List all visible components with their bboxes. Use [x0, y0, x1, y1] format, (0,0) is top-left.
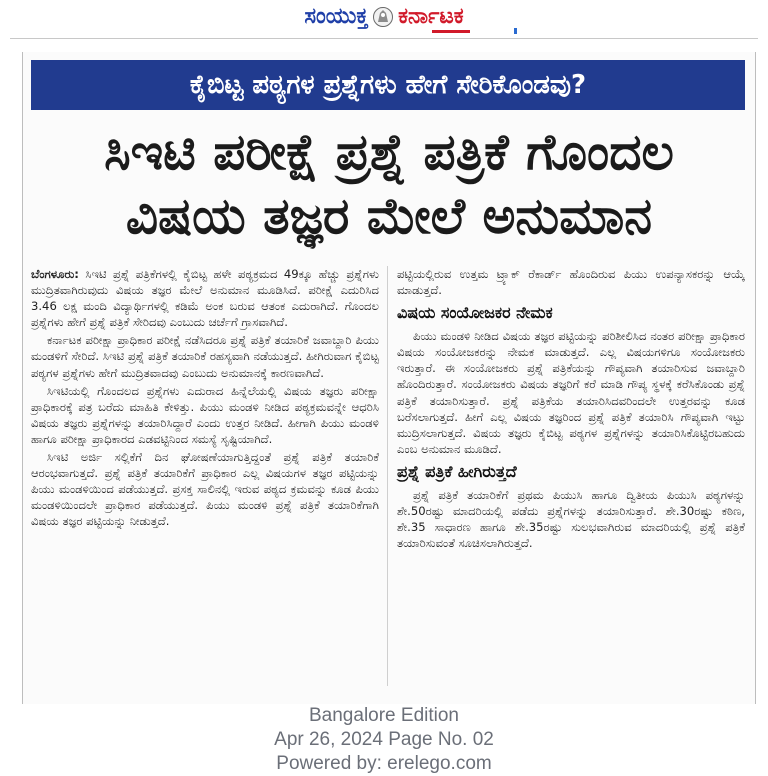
- body-paragraph: ಸಿಇಟಿಯಲ್ಲಿ ಗೊಂದಲದ ಪ್ರಶ್ನೆಗಳು ಎದುರಾದ ಹಿನ್ನೆಲೆಯಲ್ಲಿ ವಿಷಯ ತಜ್ಞರು ಪರೀಕ್ಷಾ ಪ್ರಾಧಿಕಾರಕ್ಕೆ ಪತ್ರ ಬರೆದು ಮಾಹಿತಿ ಕೇಳಿತ್ತು. ಪಿಯು ಮಂಡಳಿ ನೀಡಿದ ಪಠ್ಯಕ್ರಮವನ್ನೇ ಆಧರಿಸಿ ವಿಷಯ ತಜ್ಞರು ಪ್ರಶ್ನೆಗಳನ್ನು ತಯಾರಿಸಿದ್ದಾರೆ ಎಂದು ಉತ್ತರ ನೀಡಿದೆ. ಹೀಗಾಗಿ ಪಿಯು ಮಂಡಳಿ ಹಾಗೂ ಪರೀಕ್ಷಾ ಪ್ರಾಧಿಕಾರದ ಎಡವಟ್ಟಿನಿಂದ ಸಮಸ್ಯೆ ಸೃಷ್ಟಿಯಾಗಿದೆ.: [31, 383, 379, 446]
- body-paragraph: ಪಿಯು ಮಂಡಳಿ ನೀಡಿದ ವಿಷಯ ತಜ್ಞರ ಪಟ್ಟಿಯನ್ನು ಪರಿಶೀಲಿಸಿದ ನಂತರ ಪರೀಕ್ಷಾ ಪ್ರಾಧಿಕಾರ ವಿಷಯ ಸಂಯೋಜಕರನ್ನು ನೇಮಕ ಮಾಡುತ್ತದೆ. ಎಲ್ಲ ವಿಷಯಗಳಿಗೂ ಸಂಯೋಜಕರು ಇರುತ್ತಾರೆ. ಈ ಸಂಯೋಜಕರು ಪ್ರಶ್ನೆ ಪತ್ರಿಕೆಯನ್ನು ಗೌಪ್ಯವಾಗಿ ತಯಾರಿಸುವ ಜವಾಬ್ದಾರಿ ಹೊಂದಿರುತ್ತಾರೆ. ಸಂಯೋಜಕರು ವಿಷಯ ತಜ್ಞರಿಗೆ ಕರೆ ಮಾಡಿ ಗೌಪ್ಯ ಸ್ಥಳಕ್ಕೆ ಕರೆಸಿಕೊಂಡು ಪ್ರಶ್ನೆ ಪತ್ರಿಕೆ ತಯಾರಿಸುತ್ತಾರೆ. ಪ್ರಶ್ನೆ ಪತ್ರಿಕೆಯ ತಯಾರಿಸಿದವರಿಂದಲೇ ಉತ್ತರವನ್ನು ಕೂಡ ಬರೆಸಲಾಗುತ್ತದೆ. ಹೀಗೆ ಎಲ್ಲ ವಿಷಯ ತಜ್ಞರಿಂದ ಪ್ರಶ್ನೆ ಪತ್ರಿಕೆ ತಯಾರಿಸಿ ಗೌಪ್ಯವಾಗಿ ಇಟ್ಟು ಮುದ್ರಿಸಲಾಗುತ್ತದೆ. ವಿಷಯ ತಜ್ಞರು ಕೈಬಿಟ್ಟ ಪಠ್ಯಗಳ ಪ್ರಶ್ನೆಗಳನ್ನು ತಯಾರಿಸಿಕೊಟ್ಟಿರಬಹುದು ಎಂಬ ಅನುಮಾನ ಮೂಡಿದೆ.: [397, 329, 745, 456]
- edition-name: Bangalore Edition: [309, 705, 459, 726]
- headline-line-1: ಸಿಇಟಿ ಪರೀಕ್ಷೆ ಪ್ರಶ್ನೆ ಪತ್ರಿಕೆ ಗೊಂದಲ: [104, 123, 674, 181]
- subheading-question-paper: ಪ್ರಶ್ನೆ ಪತ್ರಿಕೆ ಹೀಗಿರುತ್ತದೆ: [397, 461, 517, 481]
- powered-by-link[interactable]: Powered by: erelego.com: [276, 753, 492, 774]
- body-paragraph: ಸಿಇಟಿ ಅರ್ಜಿ ಸಲ್ಲಿಕೆಗೆ ದಿನ ಘೋಷಣೆಯಾಗುತ್ತಿದ್ದಂತೆ ಪ್ರಶ್ನೆ ಪತ್ರಿಕೆ ತಯಾರಿಕೆ ಆರಂಭವಾಗುತ್ತದೆ. ಪ್ರಶ್ನೆ ಪತ್ರಿಕೆ ತಯಾರಿಕೆಗೆ ಪ್ರಾಧಿಕಾರ ಎಲ್ಲ ವಿಷಯಗಳ ತಜ್ಞರ ಪಟ್ಟಿಯನ್ನು ಪಿಯು ಮಂಡಳಿಯಿಂದ ಪಡೆಯುತ್ತದೆ. ಪ್ರಸಕ್ತ ಸಾಲಿನಲ್ಲಿ ಇರುವ ಪಠ್ಯದ ಕ್ರಮವನ್ನು ಕೂಡ ಪಿಯು ಮಂಡಳಿಯಿಂದಲೇ ಪ್ರಾಧಿಕಾರ ಪಡೆಯುತ್ತದೆ. ಪಿಯು ಮಂಡಳಿ ಪ್ರಶ್ನೆ ಪತ್ರಿಕೆ ತಯಾರಿಕೆಗಾಗಿ ವಿಷಯ ತಜ್ಞರ ಪಟ್ಟಿಯನ್ನು ನೀಡುತ್ತದೆ.: [31, 450, 379, 529]
- logo-underline: [432, 30, 470, 33]
- body-paragraph: ಕರ್ನಾಟಕ ಪರೀಕ್ಷಾ ಪ್ರಾಧಿಕಾರ ಪರೀಕ್ಷೆ ನಡೆಸಿದರೂ ಪ್ರಶ್ನೆ ಪತ್ರಿಕೆ ತಯಾರಿಕೆ ಜವಾಬ್ದಾರಿ ಪಿಯು ಮಂಡಳಿಗೆ ಸೇರಿದೆ. ಸಿಇಟಿ ಪ್ರಶ್ನೆ ಪತ್ರಿಕೆ ತಯಾರಿಕೆ ರಹಸ್ಯವಾಗಿ ನಡೆಯುತ್ತದೆ. ಹೀಗಿರುವಾಗ ಕೈಬಿಟ್ಟ ಪಠ್ಯಗಳ ಪ್ರಶ್ನೆಗಳು ಹೇಗೆ ಮುದ್ರಿತವಾದವು ಎಂಬುದು ಅನುಮಾನಕ್ಕೆ ಕಾರಣವಾಗಿದೆ.: [31, 333, 379, 380]
- news-clipping: [22, 52, 756, 704]
- state-emblem-icon: [372, 6, 394, 28]
- article-column-right: [397, 266, 745, 553]
- newspaper-logo[interactable]: [304, 4, 463, 30]
- logo-text-right: ಕರ್ನಾಟಕ: [398, 4, 464, 29]
- article-column-left: [31, 266, 379, 532]
- headline-line-2: ವಿಷಯ ತಜ್ಞರ ಮೇಲೆ ಅನುಮಾನ: [125, 187, 653, 245]
- masthead: [0, 0, 768, 34]
- masthead-accent: [514, 28, 517, 34]
- body-paragraph: ಪ್ರಶ್ನೆ ಪತ್ರಿಕೆ ತಯಾರಿಕೆಗೆ ಪ್ರಥಮ ಪಿಯುಸಿ ಹಾಗೂ ದ್ವಿತೀಯ ಪಿಯುಸಿ ಪಠ್ಯಗಳನ್ನು ಶೇ.50ರಷ್ಟು ಮಾದರಿಯಲ್ಲಿ ಪಡೆದು ಪ್ರಶ್ನೆಗಳನ್ನು ತಯಾರಿಸುತ್ತಾರೆ. ಶೇ.30ರಷ್ಟು ಕಠಿಣ, ಶೇ.35 ಸಾಧಾರಣ ಹಾಗೂ ಶೇ.35ರಷ್ಟು ಸುಲಭವಾಗಿರುವ ಮಾದರಿಯಲ್ಲಿ ಪ್ರಶ್ನೆ ಪತ್ರಿಕೆ ತಯಾರಿಸುವಂತೆ ಸೂಚಿಸಲಾಗಿರುತ್ತದೆ.: [397, 487, 745, 551]
- masthead-divider: [10, 38, 758, 39]
- strapline-text: ಕೈಬಿಟ್ಟ ಪಠ್ಯಗಳ ಪ್ರಶ್ನೆಗಳು ಹೇಗೆ ಸೇರಿಕೊಂಡವು?: [189, 70, 587, 100]
- continued-paragraph: ಪಟ್ಟಿಯಲ್ಲಿರುವ ಉತ್ತಮ ಟ್ರ್ಯಾಕ್ ರೆಕಾರ್ಡ್ ಹೊಂದಿರುವ ಪಿಯು ಉಪನ್ಯಾಸಕರನ್ನು ಆಯ್ಕೆ ಮಾಡುತ್ತದೆ.: [397, 267, 745, 298]
- logo-text-left: ಸಂಯುಕ್ತ: [304, 4, 369, 29]
- edition-date-page: Apr 26, 2024 Page No. 02: [274, 729, 494, 750]
- lead-text: ಸಿಇಟಿ ಪ್ರಶ್ನೆ ಪತ್ರಿಕೆಗಳಲ್ಲಿ ಕೈಬಿಟ್ಟ ಹಳೇ ಪಠ್ಯಕ್ರಮದ 49ಕ್ಕೂ ಹೆಚ್ಚು ಪ್ರಶ್ನೆಗಳು ಮುದ್ರಿತವಾಗಿರುವುದು ವಿಷಯ ತಜ್ಞರ ಮೇಲೆ ಅನುಮಾನ ಮೂಡಿಸಿದೆ. ಪರೀಕ್ಷೆ ಎದುರಿಸಿದ 3.46 ಲಕ್ಷ ಮಂದಿ ವಿದ್ಯಾರ್ಥಿಗಳಲ್ಲಿ ಕಡಿಮೆ ಅಂಕ ಬರುವ ಆತಂಕ ಎದುರಾಗಿದೆ. ಗೊಂದಲ ಪ್ರಶ್ನೆಗಳು ಹೇಗೆ ಪ್ರಶ್ನೆ ಪತ್ರಿಕೆ ಸೇರಿದವು ಎಂಬುದು ಚರ್ಚೆಗೆ ಗ್ರಾಸವಾಗಿದೆ.: [31, 267, 379, 330]
- subheading-coordinators: ವಿಷಯ ಸಂಯೋಜಕರ ನೇಮಕ: [397, 303, 553, 323]
- article-strapline: [31, 60, 745, 110]
- column-divider: [387, 266, 388, 686]
- dateline: ಬೆಂಗಳೂರು:: [31, 267, 79, 281]
- article-headline: [31, 120, 747, 248]
- lead-paragraph: [31, 266, 379, 330]
- edition-footer: [0, 704, 768, 776]
